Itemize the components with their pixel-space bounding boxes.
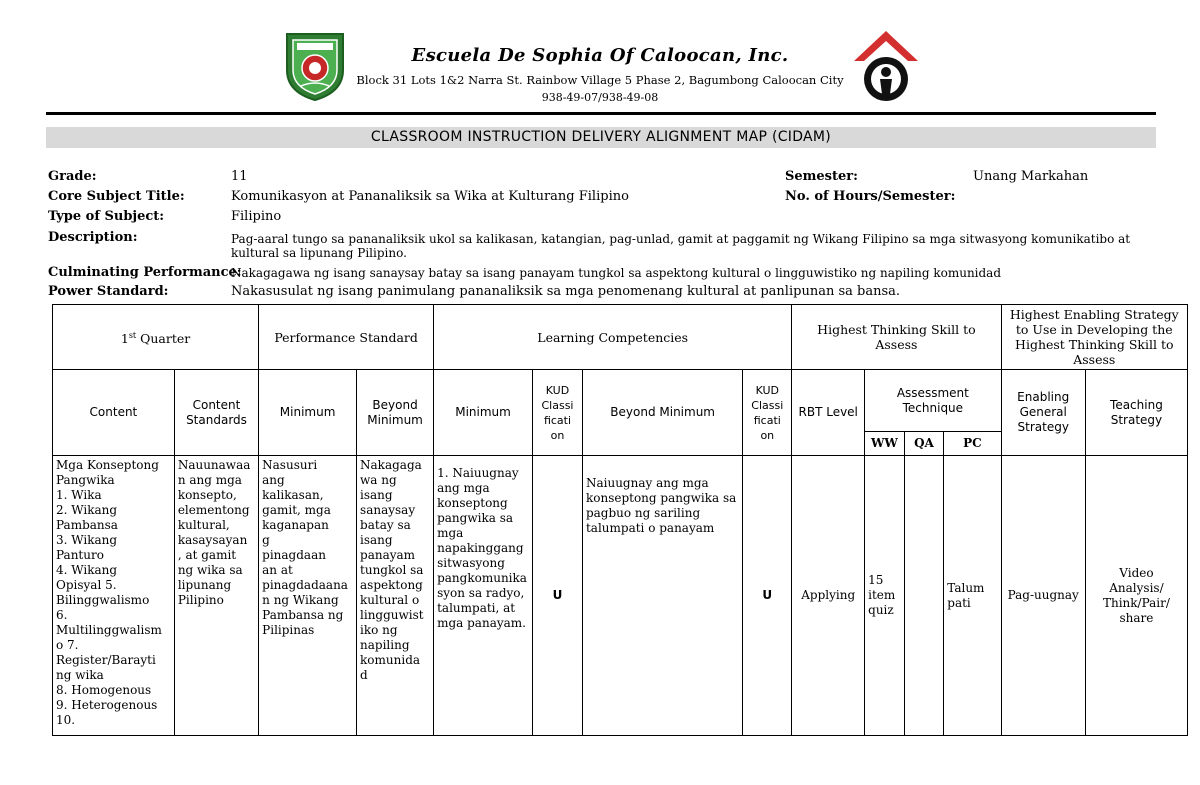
lc-beyond-cell: Naiuugnay ang mga konseptong pangwika sa pagbuo ng sariling talumpati o panayam bbox=[582, 456, 742, 736]
semester-label: Semester: bbox=[785, 169, 858, 184]
quarter-header: 1st Quarter bbox=[53, 305, 259, 370]
school-address: Block 31 Lots 1&2 Narra St. Rainbow Village 5 Phase 2, Bagumbong Caloocan City bbox=[356, 73, 844, 87]
document-title: CLASSROOM INSTRUCTION DELIVERY ALIGNMENT MAP (CIDAM) bbox=[46, 127, 1156, 148]
table-header-row-1 bbox=[53, 305, 1188, 370]
description-label: Description: bbox=[48, 230, 138, 245]
enabling-general-strategy-header: Enabling General Strategy bbox=[1001, 370, 1085, 456]
highest-enabling-strategy-header: Highest Enabling Strategy to Use in Developing the Highest Thinking Skill to Assess bbox=[1001, 305, 1187, 370]
culminating-value: Nakagagawa ng isang sanaysay batay sa isang panayam tungkol sa aspektong kultural o lingguwistiko ng napiling komunidad bbox=[231, 266, 1002, 280]
content-cell: Mga Konseptong Pangwika 1. Wika 2. Wikang Pambansa 3. Wikang Panturo 4. Wikang Opisyal 5. Bilinggwalismo 6. Multilinggwalism o 7. Register/Barayti ng wika 8. Homogenous 9. Heterogenous 10. bbox=[53, 456, 175, 736]
ww-header: WW bbox=[865, 432, 905, 456]
school-phone: 938-49-07/938-49-08 bbox=[541, 91, 659, 104]
qa-cell bbox=[904, 456, 944, 736]
school-name: Escuela De Sophia Of Caloocan, Inc. bbox=[411, 45, 789, 66]
ps-minimum-cell: Nasusuri ang kalikasan, gamit, mga kaganapan g pinagdaan an at pinagdadaana n ng Wikang Pambansa ng Pilipinas bbox=[259, 456, 357, 736]
ww-cell: 15 item quiz bbox=[865, 456, 905, 736]
house-emblem-logo bbox=[850, 25, 922, 105]
performance-standard-header: Performance Standard bbox=[259, 305, 434, 370]
table-header-row-2 bbox=[53, 370, 1188, 432]
qa-header: QA bbox=[904, 432, 944, 456]
semester-value: Unang Markahan bbox=[973, 169, 1089, 184]
teaching-strategy-header: Teaching Strategy bbox=[1085, 370, 1187, 456]
highest-thinking-skill-header: Highest Thinking Skill to Assess bbox=[792, 305, 1001, 370]
header-divider bbox=[46, 112, 1156, 115]
rbt-level-header: RBT Level bbox=[792, 370, 865, 456]
kud-classification-header-1: KUD Classi ficati on bbox=[533, 370, 583, 456]
lc-minimum-header: Minimum bbox=[434, 370, 533, 456]
description-value: Pag-aaral tungo sa pananaliksik ukol sa kalikasan, katangian, pag-unlad, gamit at paggamit ng Wikang Filipino sa mga sitwasyong komunikatibo at kultural sa lipunang Pilipino. bbox=[231, 232, 1131, 260]
pc-header: PC bbox=[944, 432, 1001, 456]
power-standard-label: Power Standard: bbox=[48, 284, 169, 299]
type-label: Type of Subject: bbox=[48, 209, 165, 224]
kud-cell-1: U bbox=[533, 456, 583, 736]
content-header: Content bbox=[53, 370, 175, 456]
table-row bbox=[53, 456, 1188, 736]
cidam-table bbox=[52, 304, 1188, 736]
core-subject-value: Komunikasyon at Pananaliksik sa Wika at Kulturang Filipino bbox=[231, 189, 629, 204]
culminating-label: Culminating Performance: bbox=[48, 265, 242, 280]
kud-cell-2: U bbox=[743, 456, 792, 736]
power-standard-value: Nakasusulat ng isang panimulang pananaliksik sa mga penomenang kultural at panlipunan sa bansa. bbox=[231, 284, 900, 299]
lc-beyond-header: Beyond Minimum bbox=[582, 370, 742, 456]
ps-beyond-cell: Nakagaga wa ng isang sanaysay batay sa isang panayam tungkol sa aspektong kultural o lingguwist iko ng napiling komunida d bbox=[357, 456, 434, 736]
lc-minimum-cell: 1. Naiuugnay ang mga konseptong pangwika sa mga napakinggang sitwasyong pangkomunika syon sa radyo, talumpati, at mga panayam. bbox=[434, 456, 533, 736]
learning-competencies-header: Learning Competencies bbox=[434, 305, 792, 370]
assessment-technique-header: Assessment Technique bbox=[865, 370, 1001, 432]
pc-cell: Talum pati bbox=[944, 456, 1001, 736]
content-standards-header: Content Standards bbox=[174, 370, 258, 456]
kud-classification-header-2: KUD Classi ficati on bbox=[743, 370, 792, 456]
type-value: Filipino bbox=[231, 209, 282, 224]
rbt-level-cell: Applying bbox=[792, 456, 865, 736]
hours-label: No. of Hours/Semester: bbox=[785, 189, 956, 204]
teaching-strategy-cell: Video Analysis/ Think/Pair/ share bbox=[1085, 456, 1187, 736]
ps-beyond-header: Beyond Minimum bbox=[357, 370, 434, 456]
ps-minimum-header: Minimum bbox=[259, 370, 357, 456]
grade-label: Grade: bbox=[48, 169, 97, 184]
core-subject-label: Core Subject Title: bbox=[48, 189, 185, 204]
enabling-strategy-cell: Pag-uugnay bbox=[1001, 456, 1085, 736]
grade-value: 11 bbox=[231, 169, 248, 184]
content-standards-cell: Nauunawaa n ang mga konsepto, elementong kultural, kasaysayan , at gamit ng wika sa lipunang Pilipino bbox=[174, 456, 258, 736]
